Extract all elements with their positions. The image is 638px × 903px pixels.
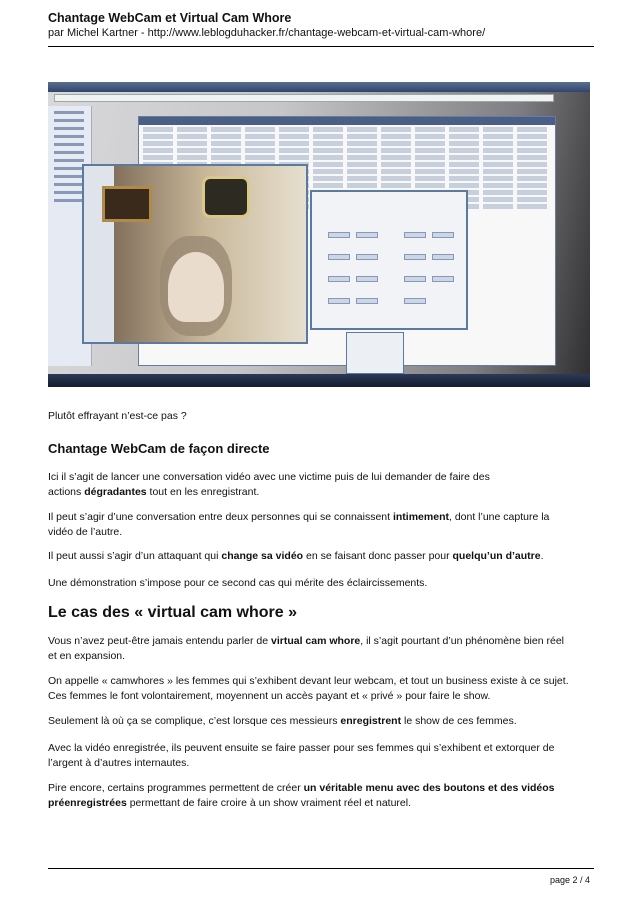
document-byline: par Michel Kartner - http://www.leblogduhacker.fr/chantage-webcam-et-virtual-cam-whore/ [48, 27, 486, 39]
section-heading-direct: Chantage WebCam de façon directe [48, 441, 270, 456]
paragraph: Vous n’avez peut-être jamais entendu parler de virtual cam whore, il s’agit pourtant d’un phénomène bien réel et en expansion. [48, 635, 564, 662]
taskbar [48, 374, 590, 387]
framed-picture [102, 186, 152, 222]
section-heading-virtual: Le cas des « virtual cam whore » [48, 604, 298, 621]
page-header [48, 10, 594, 40]
framed-mirror [202, 176, 250, 218]
header-divider [48, 46, 594, 47]
paragraph: Il peut s’agir d’une conversation entre deux personnes qui se connaissent intimement, dont l’une capture la vidéo de l’autre. [48, 511, 550, 538]
screenshot-figure [48, 82, 590, 387]
paragraph: Seulement là où ça se complique, c’est lorsque ces messieurs enregistrent le show de ces femmes. [48, 715, 517, 727]
explorer-address-bar [54, 94, 554, 102]
page-number: page 2 / 4 [549, 875, 590, 885]
paragraph: Il peut aussi s’agir d’un attaquant qui change sa vidéo en se faisant donc passer pour quelqu’un d’autre. [48, 550, 544, 562]
webcam-video-window [82, 164, 308, 344]
virtual-cam-control-window [310, 190, 468, 330]
paragraph: Avec la vidéo enregistrée, ils peuvent ensuite se faire passer pour ses femmes qui s’exhibent et extorquer de l’argent à d’autres internautes. [48, 742, 555, 769]
small-dialog-window [346, 332, 404, 374]
paragraph: Une démonstration s’impose pour ce second cas qui mérite des éclaircissements. [48, 577, 428, 589]
paragraph: On appelle « camwhores » les femmes qui s’exhibent devant leur webcam, et tout un business existe à ce sujet. Ces femmes le font volontairement, moyennent un accès payant et « privé » pour faire le show. [48, 675, 569, 702]
paragraph: Pire encore, certains programmes permettent de créer un véritable menu avec des boutons et des vidéos préenregistrées permettant de faire croire à un show vraiment réel et naturel. [48, 782, 555, 809]
footer-divider [48, 868, 594, 869]
window-titlebar [48, 82, 590, 92]
blurred-face [168, 252, 224, 322]
document-title: Chantage WebCam et Virtual Cam Whore [48, 11, 292, 25]
paragraph: Ici il s’agit de lancer une conversation vidéo avec une victime puis de lui demander de faire des actions dégradantes tout en les enregistrant. [48, 471, 490, 498]
figure-caption: Plutôt effrayant n’est-ce pas ? [48, 410, 187, 422]
